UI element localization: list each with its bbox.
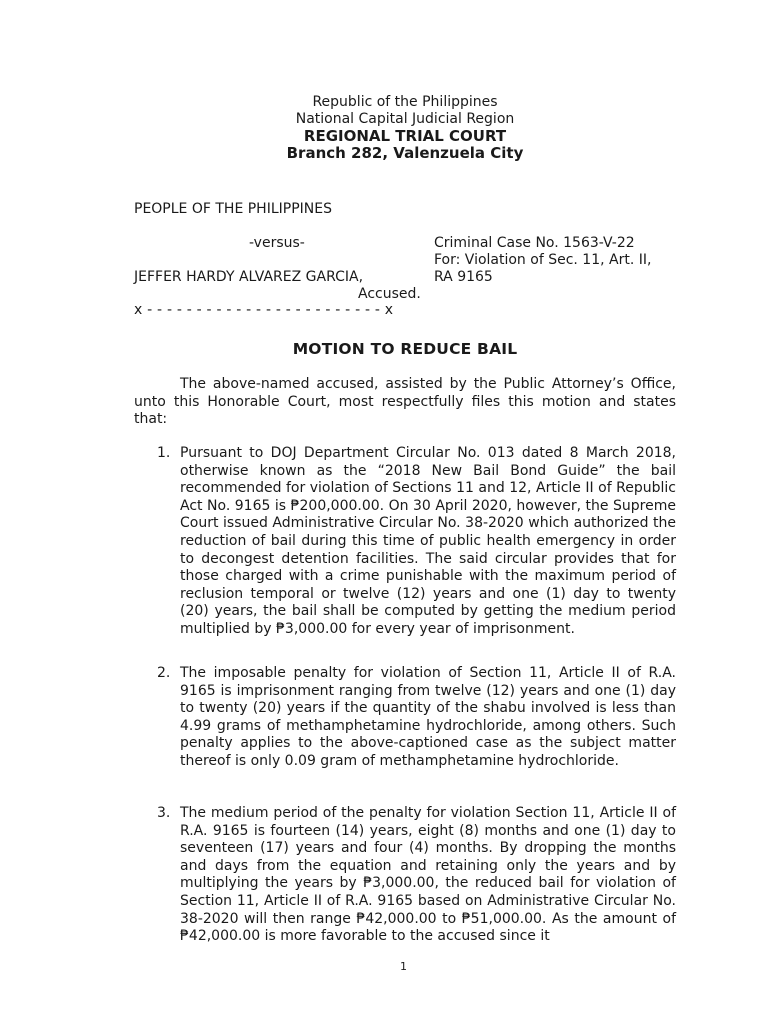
paragraph-text: The medium period of the penalty for violation Section 11, Article II of R.A. 9165 is fourteen (14) years, eight (8) months and one (1) day to seventeen (17) years and four (4) months. By dropping the months and days from the equation and retaining only the years and by multiplying the years by ₱3,000.00, the reduced bail for violation of Section 11, Article II of R.A. 9165 based on Administrative Circular No. 38-2020 will then range ₱42,000.00 to ₱51,000.00. As the amount of ₱42,000.00 is more favorable to the accused since it (180, 805, 676, 945)
page-number: 1 (400, 960, 407, 973)
header-republic: Republic of the Philippines (312, 94, 498, 110)
court-header (0, 94, 768, 162)
caption-accused-name: JEFFER HARDY ALVAREZ GARCIA, (134, 269, 364, 285)
header-court: REGIONAL TRIAL COURT (303, 127, 507, 145)
numbered-paragraph (157, 805, 676, 946)
header-region: National Capital Judicial Region (295, 111, 515, 127)
intro-paragraph: The above-named accused, assisted by the Public Attorney’s Office, unto this Honorable Court, most respectfully files this motion and states that: (134, 376, 676, 428)
caption-plaintiff: PEOPLE OF THE PHILIPPINES (134, 201, 332, 217)
motion-title: MOTION TO REDUCE BAIL (292, 340, 518, 358)
caption-versus: -versus- (249, 235, 305, 251)
caption-for-line1: For: Violation of Sec. 11, Art. II, (434, 252, 652, 268)
caption-for-line2: RA 9165 (434, 269, 493, 285)
caption-accused-label: Accused. (358, 286, 421, 302)
paragraph-text: Pursuant to DOJ Department Circular No. 013 dated 8 March 2018, otherwise known as the “2018 New Bail Bond Guide” the bail recommended for violation of Sections 11 and 12, Article II of Republic Act No. 9165 is ₱200,000.00. On 30 April 2020, however, the Supreme Court issued Administrative Circular No. 38-2020 which authorized the reduction of bail during this time of public health emergency in order to decongest detention facilities. The said circular provides that for those charged with a crime punishable with the maximum period of reclusion temporal or twelve (12) years and one (1) day to twenty (20) years, the bail shall be computed by getting the medium period multiplied by ₱3,000.00 for every year of imprisonment. (180, 445, 676, 637)
header-branch: Branch 282, Valenzuela City (286, 144, 524, 162)
caption-case-no: Criminal Case No. 1563-V-22 (434, 235, 635, 251)
paragraph-text: The imposable penalty for violation of Section 11, Article II of R.A. 9165 is imprisonment ranging from twelve (12) years and one (1) day to twenty (20) years if the quantity of the shabu involved is less than 4.99 grams of methamphetamine hydrochloride, among others. Such penalty applies to the above-captioned case as the subject matter thereof is only 0.09 gram of methamphetamine hydrochloride. (180, 665, 676, 769)
numbered-paragraph (157, 445, 676, 639)
paragraph-number: 3. (157, 805, 171, 821)
paragraph-number: 1. (157, 445, 171, 461)
paragraph-number: 2. (157, 665, 171, 681)
caption-separator: x - - - - - - - - - - - - - - - - - - - - - - - - x (134, 302, 394, 318)
numbered-paragraph (157, 665, 676, 771)
